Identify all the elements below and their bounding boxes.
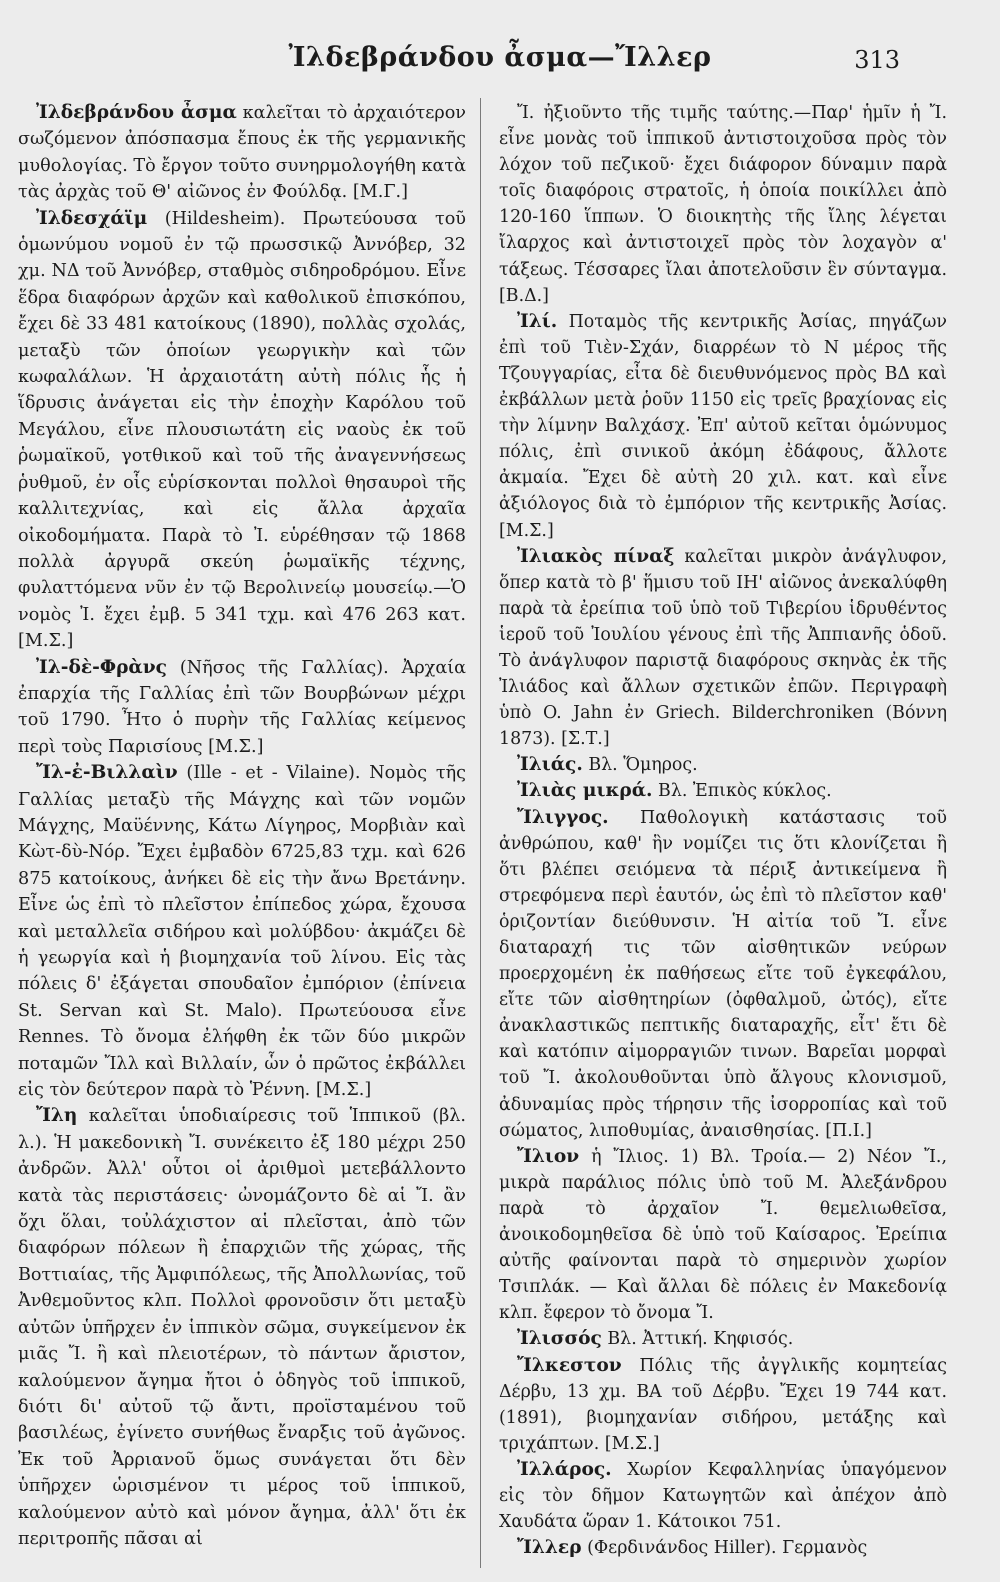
entry-headword: Ἴλιγγος. <box>517 806 609 828</box>
dictionary-entry <box>18 1103 466 1552</box>
dictionary-entry <box>499 752 947 778</box>
entry-headword: Ἰλιάς. <box>517 754 583 776</box>
dictionary-entry <box>499 1353 947 1457</box>
entry-text: (Φερδινάνδος Hiller). Γερμανὸς <box>581 1538 868 1559</box>
dictionary-entry <box>499 778 947 804</box>
entry-text: Βλ. Ἐπικὸς κύκλος. <box>652 781 832 802</box>
entry-headword: Ἰλί. <box>517 310 558 332</box>
entry-text: Ποταμὸς τῆς κεντρικῆς Ἀσίας, πηγάζων ἐπὶ τοῦ Τιὲν-Σχάν, διαρρέων τὸ Ν μέρος τῆς Τζουγγαρίας, εἶτα δὲ διευθυνόμενος πρὸς ΒΔ καὶ ἐκβάλλων μετὰ ῥοῦν 1150 εἰς τρεῖς βραχίονας εἰς τὴν λίμνην Βαλχάσχ. Ἐπ' αὐτοῦ κεῖται ὁμώνυμος πόλις, ἐπὶ σινικοῦ ἀκόμη ἐδάφους, ἄλλοτε ἀκμαία. Ἔχει δὲ αὐτὴ 20 χιλ. κατ. καὶ εἶνε ἀξιόλογος διὰ τὸ ἐμπόριον τῆς κεντρικῆς Ἀσίας. [Μ.Σ.] <box>499 311 947 541</box>
dictionary-entry <box>18 760 466 1103</box>
entry-headword: Ἴλη <box>36 1105 78 1127</box>
entry-headword: Ἰλιακὸς πίναξ <box>517 545 675 567</box>
entry-headword: Ἴλ-ἐ-Βιλλαὶν <box>36 762 178 784</box>
entry-text: Βλ. Ὅμηρος. <box>582 755 698 776</box>
entry-headword: Ἰλ-δὲ-Φρὰνς <box>36 656 167 678</box>
left-column <box>18 100 466 1570</box>
entry-text: Χωρίον Κεφαλληνίας ὑπαγόμενον εἰς τὸν δῆμον Κατωγητῶν καὶ ἀπέχον ἀπὸ Χαυδάτα ὥραν 1. Κάτοικοι 751. <box>499 1459 947 1533</box>
entry-text: Ἴ. ἠξιοῦντο τῆς τιμῆς ταύτης.—Παρ' ἡμῖν ἡ Ἴ. εἶνε μονὰς τοῦ ἱππικοῦ ἀντιστοιχοῦσα πρὸς τὸν λόχον τοῦ πεζικοῦ· ἔχει διάφορον δύναμιν παρὰ τοῖς διαφόροις στρατοῖς, ἡ ὁποία ποικίλλει ἀπὸ 120-160 ἵππων. Ὁ διοικητὴς τῆς ἴλης λέγεται ἴλαρχος καὶ ἀντιστοιχεῖ πρὸς τὸν λοχαγὸν α' τάξεως. Τέσσαρες ἴλαι ἀποτελοῦσιν ἓν σύνταγμα. [Β.Δ.] <box>499 103 947 306</box>
entry-text: Πόλις τῆς ἀγγλικῆς κομητείας Δέρβυ, 13 χμ. ΒΑ τοῦ Δέρβυ. Ἔχει 19 744 κατ. (1891), βιομηχανίαν σιδήρου, μετάξης καὶ τριχάπτων. [Μ.Σ.] <box>499 1355 947 1454</box>
entry-text: (Νῆσος τῆς Γαλλίας). Ἀρχαία ἐπαρχία τῆς Γαλλίας ἐπὶ τῶν Βουρβώνων μέχρι τοῦ 1790. Ἦτο ὁ πυρὴν τῆς Γαλλίας κείμενος περὶ τοὺς Παρισίους [Μ.Σ.] <box>18 657 466 757</box>
entry-headword: Ἰλλάρος. <box>517 1458 612 1480</box>
entry-text: Βλ. Ἀττική. Κηφισός. <box>601 1329 794 1350</box>
entry-headword: Ἴλλερ <box>517 1537 582 1559</box>
entry-text: (Ille - et - Vilaine). Νομὸς τῆς Γαλλίας μεταξὺ τῆς Μάγχης καὶ τῶν νομῶν Μάγχης, Μαϋέννης, Κάτω Λίγηρος, Μορβιὰν καὶ Κὼτ-δὺ-Νόρ. Ἔχει ἐμβαδὸν 6725,83 τχμ. καὶ 626 875 κατοίκους, ἀνήκει δὲ εἰς τὴν ἄνω Βρετάνην. Εἶνε ὡς ἐπὶ τὸ πλεῖστον ἐπίπεδος χώρα, ἔχουσα καὶ μεταλλεῖα σιδήρου καὶ μολύβδου· ἀκμάζει δὲ ἡ γεωργία καὶ ἡ βιομηχανία τοῦ λίνου. Εἰς τὰς πόλεις δ' ἐξάγεται σπουδαῖον ἐμπόριον (ἐπίνεια St. Servan καὶ St. Malo). Πρωτεύουσα εἶνε Rennes. Τὸ ὄνομα ἐλήφθη ἐκ τῶν δύο μικρῶν ποταμῶν Ἴλλ καὶ Βιλλαίν, ὧν ὁ πρῶτος ἐκβάλλει εἰς τὸν δεύτερον παρὰ τὸ Ῥέννη. [Μ.Σ.] <box>18 763 466 1101</box>
entry-headword: Ἴλκεστον <box>517 1354 622 1376</box>
entry-headword: Ἰλισσός <box>517 1328 602 1350</box>
right-column <box>499 100 947 1570</box>
entry-text: καλεῖται τὸ ἀρχαιότερον σωζόμενον ἀπόσπασμα ἔπους ἐκ τῆς γερμανικῆς μυθολογίας. Τὸ ἔργον τοῦτο συνηρμολογήθη κατὰ τὰς ἀρχὰς τοῦ Θ' αἰῶνος ἐν Φούλδᾳ. [Μ.Γ.] <box>18 103 466 203</box>
entry-text: (Hildesheim). Πρωτεύουσα τοῦ ὁμωνύμου νομοῦ ἐν τῷ πρωσσικῷ Ἀννόβερ, 32 χμ. ΝΔ τοῦ Ἀννόβερ, σταθμὸς σιδηροδρόμου. Εἶνε ἕδρα διαφόρων ἀρχῶν καὶ καθολικοῦ ἐπισκόπου, ἔχει δὲ 33 481 κατοίκους (1890), πολλὰς σχολάς, μεταξὺ τῶν ὁποίων γεωργικὴν καὶ τῶν κωφαλάλων. Ἡ ἀρχαιοτάτη αὐτὴ πόλις ἧς ἡ ἵδρυσις ἀνάγεται εἰς τὴν ἐποχὴν Καρόλου τοῦ Μεγάλου, εἶνε πλουσιωτάτη εἰς ναοὺς ἐκ τοῦ ῥωμαϊκοῦ, γοτθικοῦ καὶ τοῦ τῆς ἀναγεννήσεως ῥυθμοῦ, ἐν οἷς εὑρίσκονται πολλοὶ θησαυροὶ τῆς καλλιτεχνίας, καὶ εἰς ἄλλα ἀρχαῖα οἰκοδομήματα. Παρὰ τὸ Ἰ. εὑρέθησαν τῷ 1868 πολλὰ ἀργυρᾶ σκεύη ῥωμαϊκῆς τέχνης, φυλαττόμενα νῦν ἐν τῷ Βερολινείῳ μουσείῳ.—Ὁ νομὸς Ἰ. ἔχει ἐμβ. 5 341 τχμ. καὶ 476 263 κατ. [Μ.Σ.] <box>18 208 466 652</box>
dictionary-entry <box>499 805 947 1144</box>
entry-text: καλεῖται μικρὸν ἀνάγλυφον, ὅπερ κατὰ τὸ β' ἥμισυ τοῦ ΙΗ' αἰῶνος ἀνεκαλύφθη παρὰ τὰ ἐρείπια τοῦ ὑπὸ τοῦ Τιβερίου ἱδρυθέντος ἱεροῦ τοῦ Ἰουλίου γένους ἐπὶ τῆς Ἀππιανῆς ὁδοῦ. Τὸ ἀνάγλυφον παριστᾷ διαφόρους σκηνὰς ἐκ τῆς Ἰλιάδος καὶ ἄλλων σχετικῶν ἐπῶν. Περιγραφὴ ὑπὸ O. Jahn ἐν Griech. Bilderchroniken (Βόννη 1873). [Σ.Τ.] <box>499 546 947 750</box>
entry-headword: Ἰλδεβράνδου ἆσμα <box>36 102 237 123</box>
page-number: 313 <box>854 46 900 74</box>
dictionary-entry <box>18 100 466 206</box>
entry-headword: Ἰλιὰς μικρά. <box>517 780 653 802</box>
dictionary-entry <box>499 1144 947 1327</box>
dictionary-entry <box>499 1326 947 1352</box>
dictionary-entry <box>499 1535 947 1561</box>
dictionary-entry <box>18 206 466 655</box>
entry-headword: Ἰλδεσχάϊμ <box>36 207 148 229</box>
dictionary-entry <box>499 100 947 309</box>
entry-text: καλεῖται ὑποδιαίρεσις τοῦ Ἱππικοῦ (βλ. λ.). Ἡ μακεδονικὴ Ἴ. συνέκειτο ἐξ 180 μέχρι 250 ἀνδρῶν. Ἀλλ' οὗτοι οἱ ἀριθμοὶ μετεβάλλοντο κατὰ τὰς περιστάσεις· ὠνομάζοντο δὲ αἱ Ἴ. ἂν ὄχι ὅλαι, τοὐλάχιστον αἱ πλεῖσται, ἀπὸ τῶν διαφόρων πόλεων ἢ ἐπαρχιῶν τῆς χώρας, τῆς Βοττιαίας, τῆς Ἀμφιπόλεως, τῆς Ἀπολλωνίας, τοῦ Ἀνθεμοῦντος κλπ. Πολλοὶ φρονοῦσιν ὅτι μεταξὺ αὐτῶν ὑπῆρχεν ἐν ἱππικὸν σῶμα, συγκείμενον ἐκ μιᾶς Ἴ. ἢ καὶ πλειοτέρων, τὸ πάντων ἄριστον, καλούμενον ἄγημα ἤτοι ὁ ὁδηγὸς τοῦ ἱππικοῦ, διότι δι' αὐτοῦ τῷ ἄντι, προϊσταμένου τοῦ βασιλέως, ἐγίνετο συνήθως ἔναρξις τοῦ ἀγῶνος. Ἐκ τοῦ Ἀρριανοῦ ὅμως συνάγεται ὅτι δὲν ὑπῆρχεν ὡρισμένον τι μέρος τοῦ ἱππικοῦ, καλούμενον αὐτὸ καὶ μόνον ἄγημα, ἀλλ' ὅτι ἐκ περιτροπῆς πᾶσαι αἱ <box>18 1106 466 1549</box>
running-title: Ἰλδεβράνδου ἆσμα—Ἴλλερ <box>288 42 712 73</box>
entry-text: Παθολογικὴ κατάστασις τοῦ ἀνθρώπου, καθ' ἣν νομίζει τις ὅτι κλονίζεται ἢ ὅτι βλέπει σειόμενα τὰ πέριξ ἀντικείμενα ἢ στρεφόμενα περὶ ἑαυτόν, ὡς ἐπὶ τὸ πλεῖστον καθ' ὁριζοντίαν διεύθυνσιν. Ἡ αἰτία τοῦ Ἴ. εἶνε διαταραχή τις τῶν αἰσθητικῶν νεύρων προερχομένη ἐκ παθήσεως εἴτε τοῦ ἐγκεφάλου, εἴτε τῶν αἰσθητηρίων (ὀφθαλμοῦ, ὠτός), εἴτε ἀνακλαστικῶς πεπτικῆς διαταραχῆς, εἶτ' ἔτι δὲ καὶ κατόπιν αἱμορραγιῶν τινων. Βαρεῖαι μορφαὶ τοῦ Ἴ. ἀκολουθοῦνται ὑπὸ ἄλγους κλονισμοῦ, ἀδυναμίας πρὸς τήρησιν τῆς ἰσορροπίας καὶ τοῦ σώματος, λιποθυμίας, ἀναισθησίας. [Π.Ι.] <box>499 807 947 1141</box>
dictionary-entry <box>499 544 947 753</box>
dictionary-entry <box>18 655 466 761</box>
dictionary-entry <box>499 1457 947 1535</box>
entry-text: ἡ Ἴλιος. 1) Βλ. Τροία.— 2) Νέον Ἴ., μικρὰ παράλιος πόλις ὑπὸ τοῦ Μ. Ἀλεξάνδρου παρὰ τὸ ἀρχαῖον Ἴ. θεμελιωθεῖσα, ἀνοικοδομηθεῖσα δὲ ὑπὸ τοῦ Καίσαρος. Ἐρείπια αὐτῆς φαίνονται παρὰ τὸ σημερινὸν χωρίον Τσιπλάκ. — Καὶ ἄλλαι δὲ πόλεις ἐν Μακεδονίᾳ κλπ. ἔφερον τὸ ὄνομα Ἴ. <box>499 1146 947 1324</box>
entry-headword: Ἴλιον <box>517 1145 580 1167</box>
column-divider <box>480 98 481 1568</box>
dictionary-entry <box>499 309 947 544</box>
page-header <box>0 42 1000 86</box>
